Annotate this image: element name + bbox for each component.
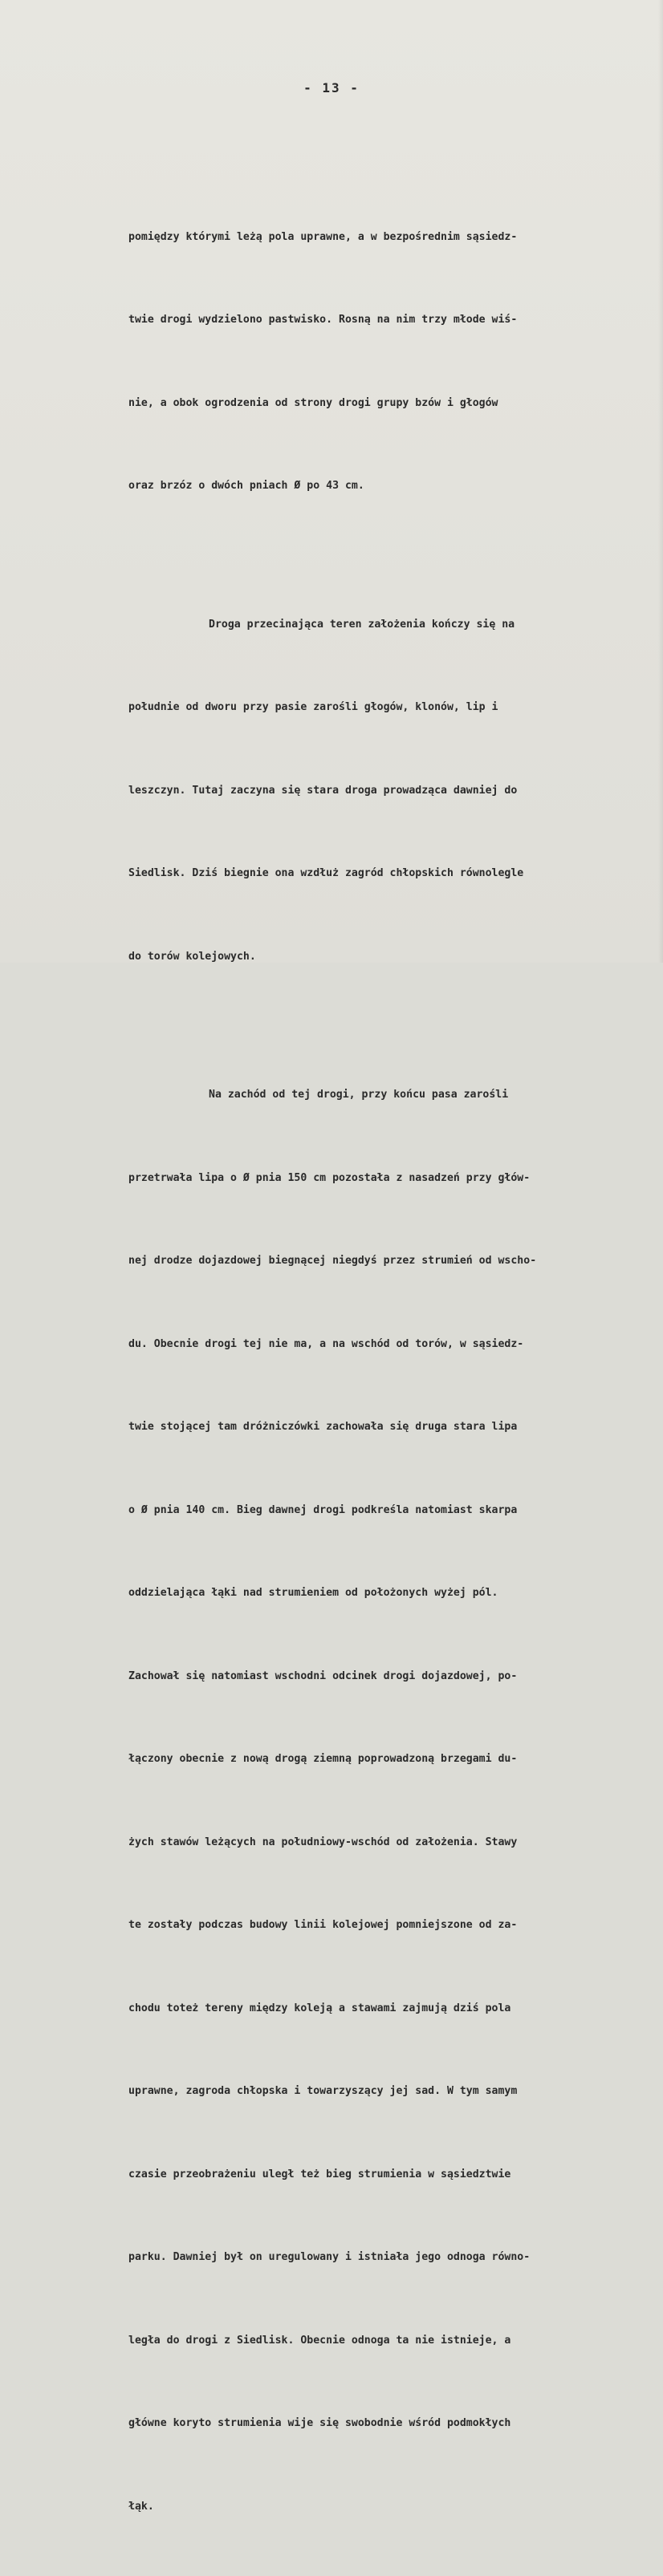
text-line: łączony obecnie z nową drogą ziemną poprowadzoną brzegami du-	[128, 1753, 518, 1765]
body-text	[128, 140, 642, 2576]
text-line: du. Obecnie drogi tej nie ma, a na wschód od torów, w sąsiedz-	[128, 1337, 524, 1350]
text-line: parku. Dawniej był on uregulowany i istniała jego odnoga równo-	[128, 2251, 531, 2263]
text-line: Siedlisk. Dziś biegnie ona wzdłuż zagród chłopskich równolegle	[128, 867, 524, 879]
text-line: pomiędzy którymi leżą pola uprawne, a w bezpośrednim sąsiedz-	[128, 230, 518, 243]
text-line: twie drogi wydzielono pastwisko. Rosną na nim trzy młode wiś-	[128, 314, 518, 326]
text-line: żych stawów leżących na południowy-wschód od założenia. Stawy	[128, 1836, 518, 1848]
text-line: leszczyn. Tutaj zaczyna się stara droga prowadząca dawniej do	[128, 784, 518, 797]
text-line: główne koryto strumienia wije się swobodnie wśród podmokłych	[128, 2417, 511, 2429]
text-line: nie, a obok ogrodzenia od strony drogi grupy bzów i głogów	[128, 396, 498, 409]
text-line: południe od dworu przy pasie zarośli głogów, klonów, lip i	[128, 701, 498, 713]
text-line-indented: Na zachód od tej drogi, przy końcu pasa zarośli	[209, 1089, 509, 1101]
text-line: chodu toteż tereny między koleją a stawami zajmują dziś pola	[128, 2002, 511, 2014]
page-edge-shadow	[658, 0, 663, 963]
text-line: te zostały podczas budowy linii kolejowej pomniejszone od za-	[128, 1919, 518, 1931]
text-line: o Ø pnia 140 cm. Bieg dawnej drogi podkreśla natomiast skarpa	[128, 1503, 518, 1516]
text-line: twie stojącej tam dróżniczówki zachowała się druga stara lipa	[128, 1421, 518, 1433]
text-line-indented: Droga przecinająca teren założenia kończy się na	[209, 618, 515, 631]
text-line: uprawne, zagroda chłopska i towarzyszący jej sad. W tym samym	[128, 2085, 518, 2097]
text-line: legła do drogi z Siedlisk. Obecnie odnoga ta nie istnieje, a	[128, 2334, 511, 2347]
text-line: czasie przeobrażeniu uległ też bieg strumienia w sąsiedztwie	[128, 2168, 511, 2180]
text-line: przetrwała lipa o Ø pnia 150 cm pozostała z nasadzeń przy głów-	[128, 1171, 531, 1184]
text-line: oddzielająca łąki nad strumieniem od położonych wyżej pól.	[128, 1587, 498, 1599]
text-line: do torów kolejowych.	[128, 950, 256, 963]
text-line: Zachował się natomiast wschodni odcinek drogi dojazdowej, po-	[128, 1669, 518, 1682]
page-number: - 13 -	[303, 80, 360, 95]
text-line: nej drodze dojazdowej biegnącej niegdyś przez strumień od wscho-	[128, 1255, 537, 1267]
text-line: oraz brzóz o dwóch pniach Ø po 43 cm.	[128, 480, 364, 492]
text-line: łąk.	[128, 2500, 154, 2513]
